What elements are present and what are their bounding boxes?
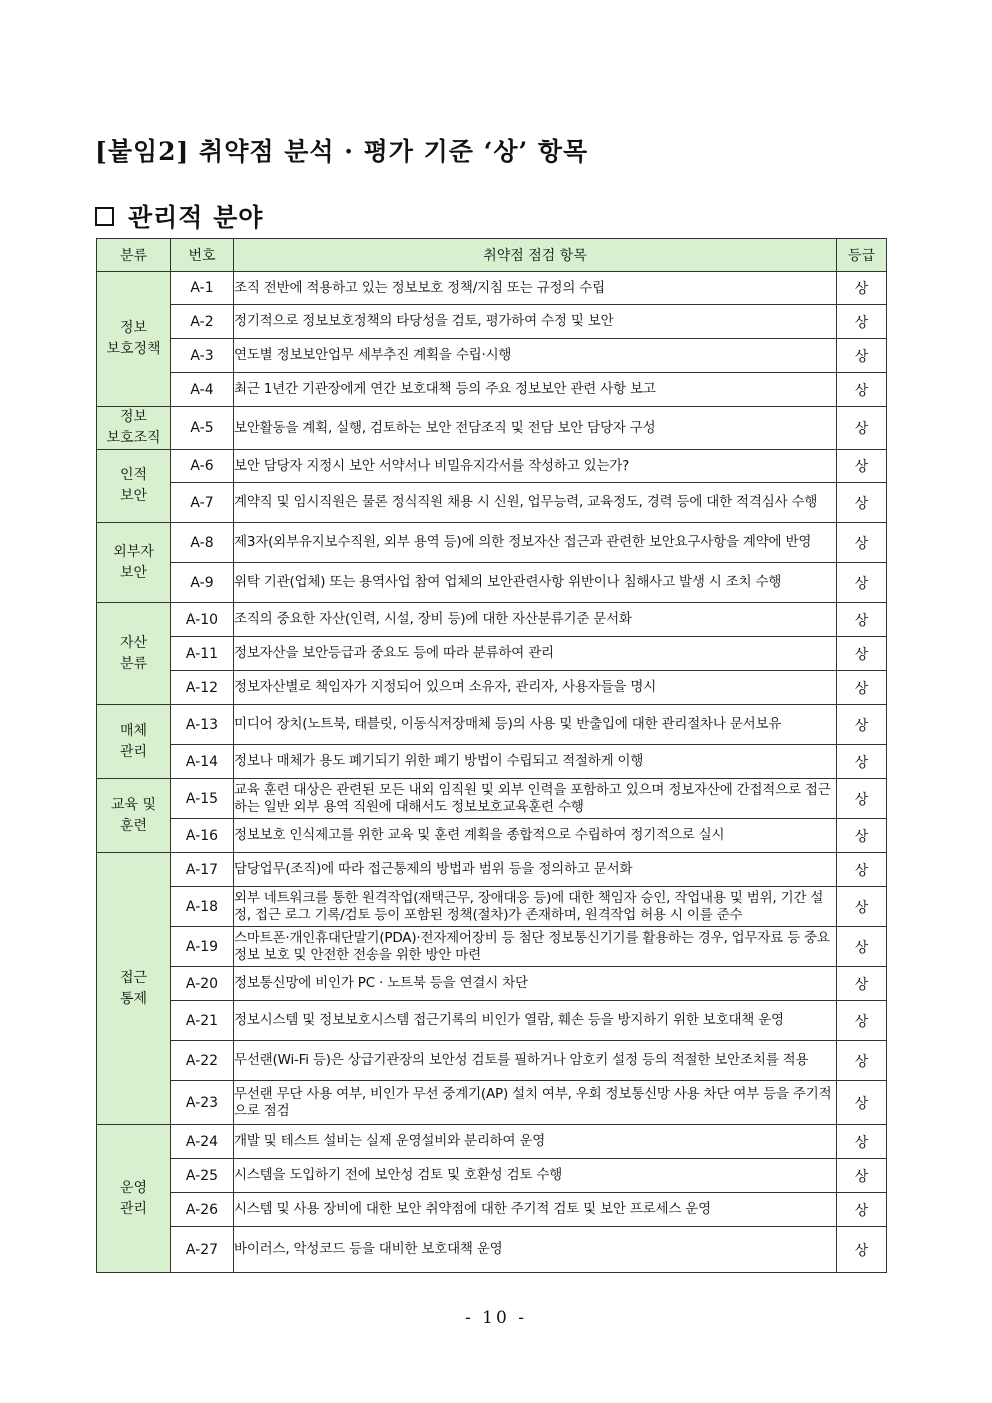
table-row [97,671,887,705]
table-row [97,407,887,450]
item-cell: 정기적으로 정보보호정책의 타당성을 검토, 평가하여 수정 및 보안 [234,305,837,339]
number-cell: A-11 [171,637,234,671]
table-row [97,1001,887,1041]
grade-cell: 상 [837,819,887,853]
section-heading [95,198,263,234]
table-row [97,483,887,523]
item-cell: 정보자산을 보안등급과 중요도 등에 따라 분류하여 관리 [234,637,837,671]
item-cell: 최근 1년간 기관장에게 연간 보호대책 등의 주요 정보보안 관련 사항 보고 [234,373,837,407]
category-cell: 교육 및 훈련 [97,779,171,853]
number-cell: A-25 [171,1159,234,1193]
item-cell: 정보통신망에 비인가 PC · 노트북 등을 연결시 차단 [234,967,837,1001]
number-cell: A-2 [171,305,234,339]
grade-cell: 상 [837,779,887,819]
number-cell: A-6 [171,450,234,483]
grade-cell: 상 [837,305,887,339]
item-cell: 개발 및 테스트 설비는 실제 운영설비와 분리하여 운영 [234,1125,837,1159]
table-row [97,1227,887,1273]
header-category: 분류 [97,239,171,272]
item-cell: 외부 네트워크를 통한 원격작업(재택근무, 장애대응 등)에 대한 책임자 승인, 작업내용 및 범위, 기간 설정, 접근 로그 기록/검토 등이 포함된 정책(절차)가 존재하며, 원격작업 허용 시 이를 준수 [234,887,837,927]
grade-cell: 상 [837,927,887,967]
category-cell: 정보 보호정책 [97,272,171,407]
table-row [97,563,887,603]
item-cell: 보안 담당자 지정시 보안 서약서나 비밀유지각서를 작성하고 있는가? [234,450,837,483]
item-cell: 정보자산별로 책임자가 지정되어 있으며 소유자, 관리자, 사용자들을 명시 [234,671,837,705]
table-row [97,779,887,819]
grade-cell: 상 [837,373,887,407]
grade-cell: 상 [837,745,887,779]
category-cell: 인적 보안 [97,450,171,523]
table-row [97,887,887,927]
grade-cell: 상 [837,1227,887,1273]
table-row [97,967,887,1001]
number-cell: A-13 [171,705,234,745]
table-row [97,1081,887,1125]
number-cell: A-10 [171,603,234,637]
table-row [97,523,887,563]
table-row [97,705,887,745]
item-cell: 시스템을 도입하기 전에 보안성 검토 및 호환성 검토 수행 [234,1159,837,1193]
category-cell: 외부자 보안 [97,523,171,603]
grade-cell: 상 [837,853,887,887]
grade-cell: 상 [837,1193,887,1227]
number-cell: A-4 [171,373,234,407]
item-cell: 미디어 장치(노트북, 태블릿, 이동식저장매체 등)의 사용 및 반출입에 대한 관리절차나 문서보유 [234,705,837,745]
number-cell: A-8 [171,523,234,563]
number-cell: A-24 [171,1125,234,1159]
grade-cell: 상 [837,339,887,373]
table-row [97,1193,887,1227]
page-title: [붙임2] 취약점 분석 · 평가 기준 ‘상’ 항목 [95,137,589,166]
category-cell: 매체 관리 [97,705,171,779]
grade-cell: 상 [837,450,887,483]
item-cell: 조직의 중요한 자산(인력, 시설, 장비 등)에 대한 자산분류기준 문서화 [234,603,837,637]
category-cell: 자산 분류 [97,603,171,705]
number-cell: A-1 [171,272,234,305]
table-row [97,819,887,853]
item-cell: 조직 전반에 적용하고 있는 정보보호 정책/지침 또는 규정의 수립 [234,272,837,305]
grade-cell: 상 [837,671,887,705]
table-body [97,272,887,1273]
item-cell: 무선랜 무단 사용 여부, 비인가 무선 중계기(AP) 설치 여부, 우회 정보통신망 사용 차단 여부 등을 주기적으로 점검 [234,1081,837,1125]
number-cell: A-5 [171,407,234,450]
grade-cell: 상 [837,637,887,671]
grade-cell: 상 [837,603,887,637]
number-cell: A-27 [171,1227,234,1273]
grade-cell: 상 [837,887,887,927]
item-cell: 제3자(외부유지보수직원, 외부 용역 등)에 의한 정보자산 접근과 관련한 보안요구사항을 계약에 반영 [234,523,837,563]
table-row [97,745,887,779]
item-cell: 정보시스템 및 정보보호시스템 접근기록의 비인가 열람, 훼손 등을 방지하기 위한 보호대책 운영 [234,1001,837,1041]
grade-cell: 상 [837,272,887,305]
page-number: - 10 - [465,1308,527,1328]
grade-cell: 상 [837,1159,887,1193]
table-row [97,373,887,407]
number-cell: A-16 [171,819,234,853]
number-cell: A-18 [171,887,234,927]
table-row [97,853,887,887]
table-row [97,637,887,671]
table-row [97,339,887,373]
item-cell: 위탁 기관(업체) 또는 용역사업 참여 업체의 보안관련사항 위반이나 침해사고 발생 시 조치 수행 [234,563,837,603]
number-cell: A-20 [171,967,234,1001]
table-row [97,305,887,339]
item-cell: 스마트폰·개인휴대단말기(PDA)·전자제어장비 등 첨단 정보통신기기를 활용하는 경우, 업무자료 등 중요정보 보호 및 안전한 전송을 위한 방안 마련 [234,927,837,967]
grade-cell: 상 [837,563,887,603]
table-row [97,1041,887,1081]
section-title: 관리적 분야 [128,203,264,232]
number-cell: A-17 [171,853,234,887]
grade-cell: 상 [837,1081,887,1125]
item-cell: 담당업무(조직)에 따라 접근통제의 방법과 범위 등을 정의하고 문서화 [234,853,837,887]
grade-cell: 상 [837,1125,887,1159]
checkbox-square-icon [95,207,114,226]
table-row [97,1159,887,1193]
number-cell: A-21 [171,1001,234,1041]
number-cell: A-23 [171,1081,234,1125]
category-cell: 운영 관리 [97,1125,171,1273]
item-cell: 보안활동을 계획, 실행, 검토하는 보안 전담조직 및 전담 보안 담당자 구성 [234,407,837,450]
header-item: 취약점 점검 항목 [234,239,837,272]
item-cell: 무선랜(Wi-Fi 등)은 상급기관장의 보안성 검토를 필하거나 암호키 설정 등의 적절한 보안조치를 적용 [234,1041,837,1081]
category-cell: 정보 보호조직 [97,407,171,450]
table-row [97,1125,887,1159]
grade-cell: 상 [837,967,887,1001]
item-cell: 연도별 정보보안업무 세부추진 계획을 수립·시행 [234,339,837,373]
item-cell: 정보보호 인식제고를 위한 교육 및 훈련 계획을 종합적으로 수립하여 정기적으로 실시 [234,819,837,853]
item-cell: 계약직 및 임시직원은 물론 정식직원 채용 시 신원, 업무능력, 교육정도, 경력 등에 대한 적격심사 수행 [234,483,837,523]
grade-cell: 상 [837,407,887,450]
item-cell: 바이러스, 악성코드 등을 대비한 보호대책 운영 [234,1227,837,1273]
table-row [97,272,887,305]
number-cell: A-9 [171,563,234,603]
grade-cell: 상 [837,705,887,745]
header-grade: 등급 [837,239,887,272]
number-cell: A-3 [171,339,234,373]
grade-cell: 상 [837,1041,887,1081]
item-cell: 정보나 매체가 용도 폐기되기 위한 폐기 방법이 수립되고 적절하게 이행 [234,745,837,779]
number-cell: A-19 [171,927,234,967]
number-cell: A-12 [171,671,234,705]
number-cell: A-7 [171,483,234,523]
number-cell: A-26 [171,1193,234,1227]
grade-cell: 상 [837,523,887,563]
table-row [97,603,887,637]
item-cell: 교육 훈련 대상은 관련된 모든 내외 임직원 및 외부 인력을 포함하고 있으며 정보자산에 간접적으로 접근하는 일반 외부 용역 직원에 대해서도 정보보호교육훈련 수행 [234,779,837,819]
item-cell: 시스템 및 사용 장비에 대한 보안 취약점에 대한 주기적 검토 및 보안 프로세스 운영 [234,1193,837,1227]
table-header-row [97,239,887,272]
table-row [97,927,887,967]
grade-cell: 상 [837,483,887,523]
category-cell: 접근 통제 [97,853,171,1125]
number-cell: A-15 [171,779,234,819]
number-cell: A-22 [171,1041,234,1081]
vulnerability-table [96,238,887,1273]
grade-cell: 상 [837,1001,887,1041]
table-row [97,450,887,483]
number-cell: A-14 [171,745,234,779]
header-number: 번호 [171,239,234,272]
